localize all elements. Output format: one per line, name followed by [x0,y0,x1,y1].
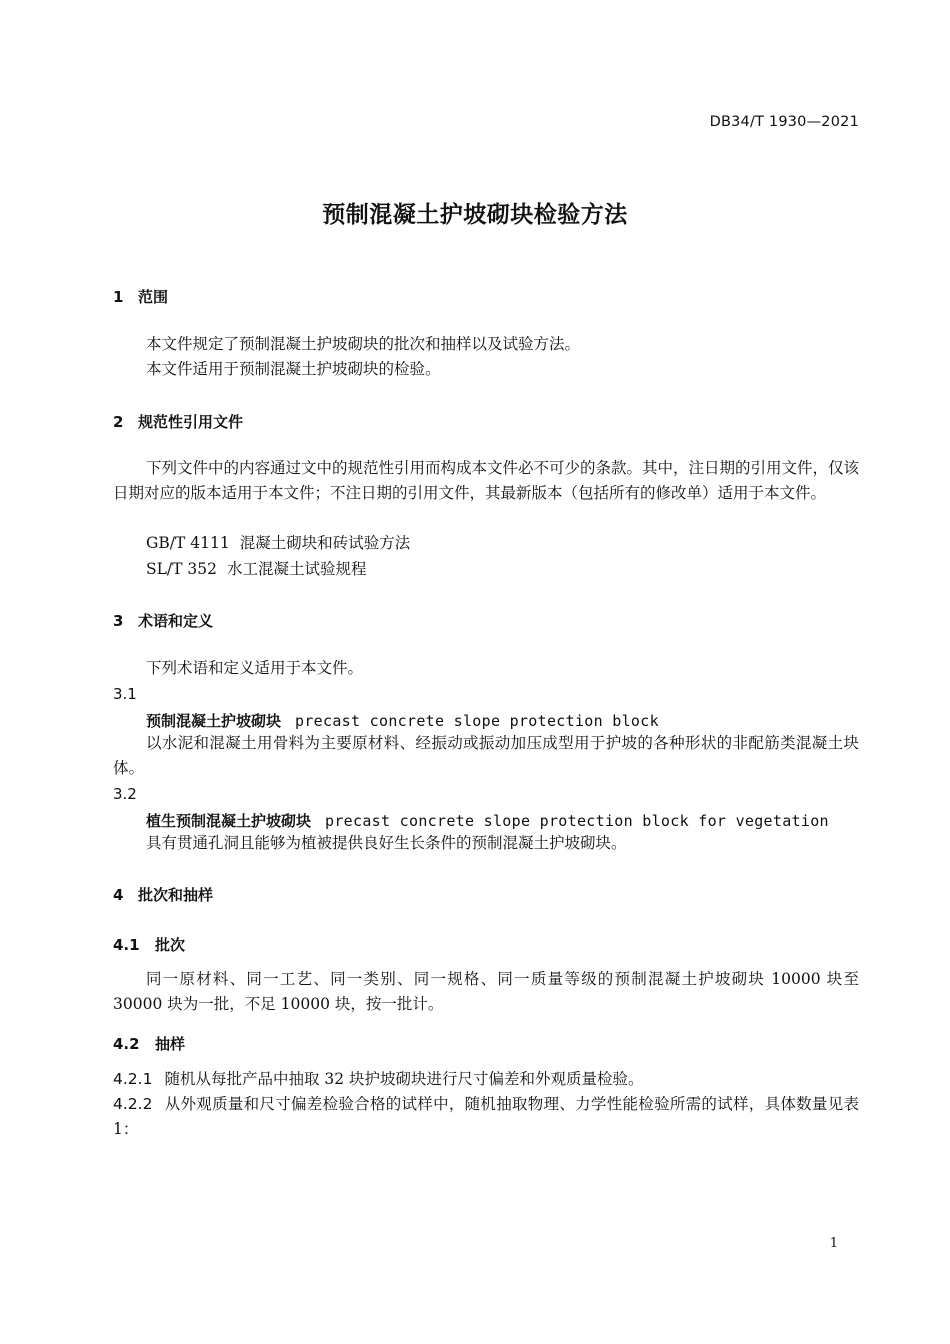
section-number: 3 [113,612,124,630]
scope-paragraph-2: 本文件适用于预制混凝土护坡砌块的检验。 [146,360,441,378]
clause-number: 4.2.2 [113,1095,153,1113]
term-english: precast concrete slope protection block [295,712,659,730]
term-entry [146,710,659,731]
clause-4-2-1 [113,1067,859,1092]
reference-item [146,557,367,582]
clause-4-2-2 [113,1092,859,1142]
subsection-number: 4.2 [113,1035,140,1053]
section-title: 规范性引用文件 [138,413,244,431]
term-number: 3.1 [113,685,137,703]
reference-item [146,531,410,556]
section-1-heading [113,286,168,307]
subsection-4-1-heading [113,934,185,955]
term-number: 3.2 [113,785,137,803]
clause-text: 从外观质量和尺寸偏差检验合格的试样中，随机抽取物理、力学性能检验所需的试样，具体数量见表 1： [113,1095,859,1138]
reference-title: 混凝土砌块和砖试验方法 [239,534,411,552]
term-entry [146,810,829,831]
section-title: 术语和定义 [138,612,214,630]
term-chinese: 预制混凝土护坡砌块 [146,712,282,730]
scope-paragraph-1: 本文件规定了预制混凝土护坡砌块的批次和抽样以及试验方法。 [146,335,581,353]
term-definition: 以水泥和混凝土用骨料为主要原材料、经振动或振动加压成型用于护坡的各种形状的非配筋类混凝土块体。 [113,734,859,777]
section-number: 2 [113,413,124,431]
term-definition: 具有贯通孔洞且能够为植被提供良好生长条件的预制混凝土护坡砌块。 [146,834,627,852]
standard-code: DB34/T 1930—2021 [709,114,859,130]
term-english: precast concrete slope protection block for vegetation [325,812,829,830]
section-title: 批次和抽样 [138,886,214,904]
clause-number: 4.2.1 [113,1070,153,1088]
term-chinese: 植生预制混凝土护坡砌块 [146,812,312,830]
section-number: 1 [113,288,124,306]
normative-references-paragraph: 下列文件中的内容通过文中的规范性引用而构成本文件必不可少的条款。其中，注日期的引用文件，仅该日期对应的版本适用于本文件；不注日期的引用文件，其最新版本（包括所有的修改单）适用于本文件。 [113,459,860,502]
terms-intro: 下列术语和定义适用于本文件。 [146,659,364,677]
subsection-title: 抽样 [155,1035,186,1053]
subsection-number: 4.1 [113,936,140,954]
clause-text: 随机从每批产品中抽取 32 块护坡砌块进行尺寸偏差和外观质量检验。 [164,1070,644,1088]
section-3-heading [113,610,213,631]
section-number: 4 [113,886,124,904]
section-title: 范围 [138,288,169,306]
section-4-heading [113,884,213,905]
document-title: 预制混凝土护坡砌块检验方法 [322,202,628,228]
reference-code: SL/T 352 [146,560,217,578]
page-number: 1 [829,1236,838,1251]
reference-code: GB/T 4111 [146,534,230,552]
section-2-heading [113,411,243,432]
batch-paragraph: 同一原材料、同一工艺、同一类别、同一规格、同一质量等级的预制混凝土护坡砌块 10000 块至 30000 块为一批，不足 10000 块，按一批计。 [113,970,859,1013]
subsection-4-2-heading [113,1033,185,1054]
subsection-title: 批次 [155,936,186,954]
reference-title: 水工混凝土试验规程 [226,560,367,578]
